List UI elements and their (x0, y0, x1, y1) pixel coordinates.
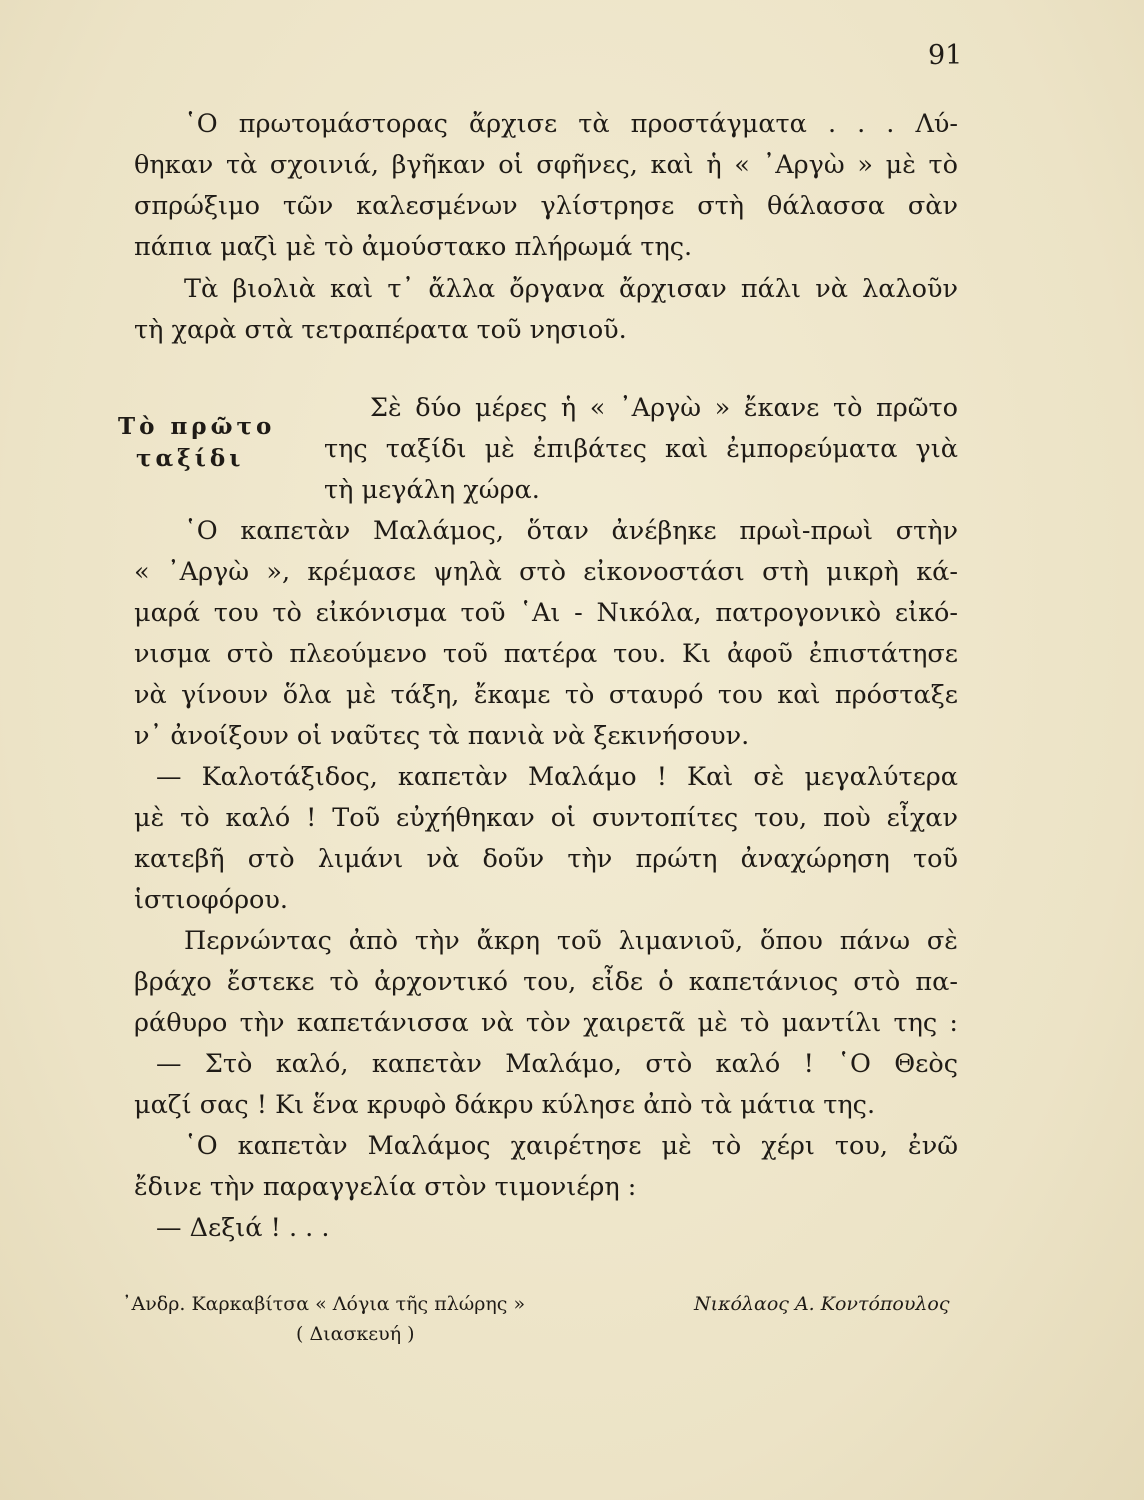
text-line: νὰ γίνουν ὅλα μὲ τάξη, ἔκαμε τὸ σταυρό του καὶ πρόσταξε (134, 680, 958, 710)
text-line: Σὲ δύο μέρες ἡ « ᾿Αργὼ » ἔκανε τὸ πρῶτο (370, 393, 958, 423)
text-line: μὲ τὸ καλό ! Τοῦ εὐχήθηκαν οἱ συντοπίτες του, ποὺ εἶχαν (134, 803, 958, 833)
text-line: ἔδινε τὴν παραγγελία στὸν τιμονιέρη : (134, 1172, 637, 1202)
text-line: σπρώξιμο τῶν καλεσμένων γλίστρησε στὴ θάλασσα σὰν (134, 191, 958, 221)
author-name: Νικόλαος Α. Κοντόπουλος (694, 1293, 950, 1315)
text-line: ῾Ο καπετὰν Μαλάμος χαιρέτησε μὲ τὸ χέρι του, ἐνῶ (184, 1131, 958, 1161)
text-line: « ᾿Αργὼ », κρέμασε ψηλὰ στὸ εἰκονοστάσι στὴ μικρὴ κά- (134, 557, 958, 587)
section-side-title: Τὸ πρῶτο (118, 413, 276, 440)
text-line: κατεβῆ στὸ λιμάνι νὰ δοῦν τὴν πρώτη ἀναχώρηση τοῦ (134, 844, 958, 874)
source-citation: ᾿Ανδρ. Καρκαβίτσα « Λόγια τῆς πλώρης » (122, 1293, 526, 1315)
text-line: ν᾿ ἀνοίξουν οἱ ναῦτες τὰ πανιὰ νὰ ξεκινήσουν. (134, 721, 750, 751)
text-line: ῾Ο καπετὰν Μαλάμος, ὅταν ἀνέβηκε πρωὶ-πρωὶ στὴν (184, 516, 958, 546)
text-line: μαζί σας ! Κι ἕνα κρυφὸ δάκρυ κύλησε ἀπὸ τὰ μάτια της. (134, 1090, 876, 1120)
text-line: — Στὸ καλό, καπετὰν Μαλάμο, στὸ καλό ! ῾Ο Θεὸς (156, 1049, 958, 1079)
text-line: τὴ χαρὰ στὰ τετραπέρατα τοῦ νησιοῦ. (134, 315, 627, 345)
section-side-title: ταξίδι (136, 445, 245, 472)
text-line: — Καλοτάξιδος, καπετὰν Μαλάμο ! Καὶ σὲ μεγαλύτερα (156, 762, 958, 792)
page-number: 91 (928, 40, 963, 71)
text-line: Περνώντας ἀπὸ τὴν ἄκρη τοῦ λιμανιοῦ, ὅπου πάνω σὲ (184, 926, 958, 956)
text-line: της ταξίδι μὲ ἐπιβάτες καὶ ἐμπορεύματα γιὰ (324, 434, 958, 464)
adaptation-note: ( Διασκευή ) (296, 1323, 415, 1345)
text-line: ῾Ο πρωτομάστορας ἄρχισε τὰ προστάγματα . . . Λύ- (184, 109, 958, 139)
text-line: μαρά του τὸ εἰκόνισμα τοῦ ῾Αι - Νικόλα, πατρογονικὸ εἰκό- (134, 598, 958, 628)
text-line: ἱστιοφόρου. (134, 885, 289, 915)
text-line: Τὰ βιολιὰ καὶ τ᾿ ἄλλα ὄργανα ἄρχισαν πάλι νὰ λαλοῦν (184, 274, 958, 304)
text-line: — Δεξιά ! . . . (156, 1213, 330, 1243)
text-line: ράθυρο τὴν καπετάνισσα νὰ τὸν χαιρετᾶ μὲ τὸ μαντίλι της : (134, 1008, 958, 1038)
text-line: βράχο ἔστεκε τὸ ἀρχοντικό του, εἶδε ὁ καπετάνιος στὸ πα- (134, 967, 958, 997)
text-line: νισμα στὸ πλεούμενο τοῦ πατέρα του. Κι ἀφοῦ ἐπιστάτησε (134, 639, 958, 669)
text-line: πάπια μαζὶ μὲ τὸ ἀμούστακο πλήρωμά της. (134, 232, 693, 262)
text-line: τὴ μεγάλη χώρα. (324, 475, 540, 505)
text-line: θηκαν τὰ σχοινιά, βγῆκαν οἱ σφῆνες, καὶ ἡ « ᾿Αργὼ » μὲ τὸ (134, 150, 958, 180)
